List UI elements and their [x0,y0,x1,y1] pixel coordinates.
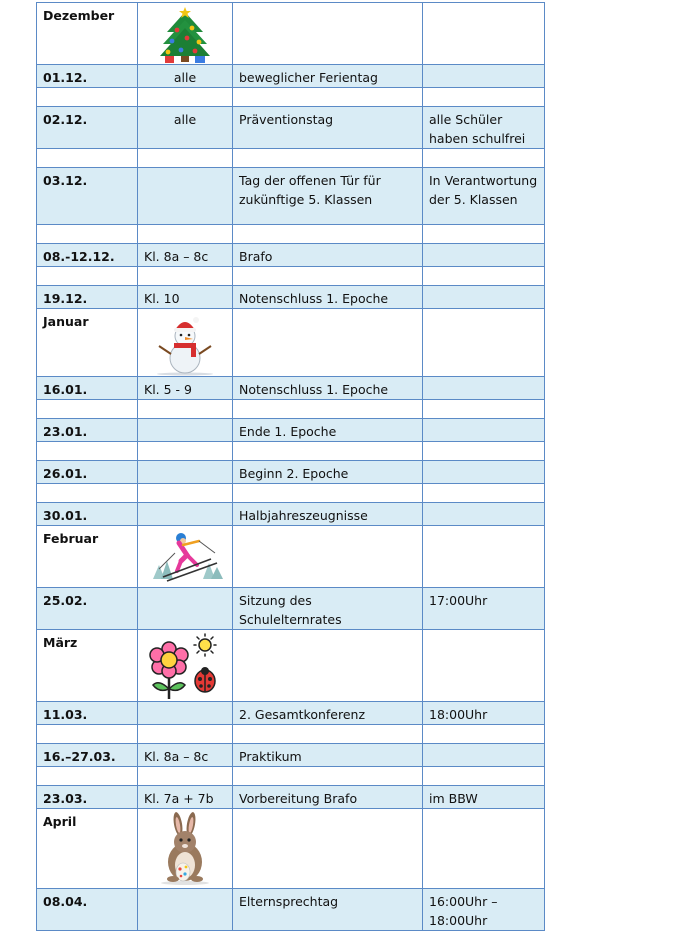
event-note: im BBW [423,786,545,809]
event-date: 30.01. [37,503,138,526]
table-row [37,889,545,931]
table-row [37,702,545,725]
event-date: 19.12. [37,286,138,309]
spacer-row [37,767,545,786]
event-note: 16:00Uhr – 18:00Uhr [423,889,545,931]
event-note [423,744,545,767]
snowman-icon [138,309,233,377]
month-row-dezember [37,3,545,65]
event-group [138,461,233,484]
event-date: 01.12. [37,65,138,88]
event-group: Kl. 8a – 8c [138,244,233,267]
event-note [423,461,545,484]
month-label: Februar [37,526,138,588]
event-group [138,168,233,225]
table-row [37,503,545,526]
month-label: Januar [37,309,138,377]
event-group: Kl. 5 - 9 [138,377,233,400]
table-row [37,65,545,88]
event-date: 25.02. [37,588,138,630]
event-note [423,503,545,526]
month-row-januar [37,309,545,377]
event-note [423,419,545,442]
spacer-row [37,442,545,461]
school-calendar-table [36,2,545,931]
event-description: Ende 1. Epoche [233,419,423,442]
event-date: 08.-12.12. [37,244,138,267]
event-group [138,702,233,725]
event-description: Notenschluss 1. Epoche [233,286,423,309]
event-note [423,65,545,88]
event-group: alle [138,65,233,88]
table-row [37,588,545,630]
event-description: Notenschluss 1. Epoche [233,377,423,400]
spacer-row [37,267,545,286]
flower-sun-ladybug-icon [138,630,233,702]
table-row [37,419,545,442]
event-group [138,419,233,442]
event-note: alle Schüler haben schulfrei [423,107,545,149]
event-note [423,244,545,267]
event-date: 02.12. [37,107,138,149]
event-date: 11.03. [37,702,138,725]
table-row [37,244,545,267]
event-group [138,588,233,630]
event-group: Kl. 10 [138,286,233,309]
table-row [37,377,545,400]
event-description: Beginn 2. Epoche [233,461,423,484]
spacer-row [37,725,545,744]
event-date: 23.01. [37,419,138,442]
event-group [138,889,233,931]
event-note: In Verantwortung der 5. Klassen [423,168,545,225]
table-row [37,168,545,225]
event-description: Sitzung des Schulelternrates [233,588,423,630]
event-date: 03.12. [37,168,138,225]
spacer-row [37,400,545,419]
spacer-row [37,149,545,168]
table-row [37,461,545,484]
event-description: Präventionstag [233,107,423,149]
event-note [423,377,545,400]
event-group [138,503,233,526]
event-date: 26.01. [37,461,138,484]
event-description: Vorbereitung Brafo [233,786,423,809]
table-row [37,286,545,309]
event-description: Brafo [233,244,423,267]
event-note: 18:00Uhr [423,702,545,725]
event-date: 23.03. [37,786,138,809]
month-label: April [37,809,138,889]
month-row-april [37,809,545,889]
christmas-tree-icon [138,3,233,65]
month-label: Dezember [37,3,138,65]
event-note: 17:00Uhr [423,588,545,630]
skier-icon [138,526,233,588]
event-note [423,286,545,309]
event-description: 2. Gesamtkonferenz [233,702,423,725]
event-group: Kl. 7a + 7b [138,786,233,809]
table-row [37,786,545,809]
event-date: 08.04. [37,889,138,931]
event-group: Kl. 8a – 8c [138,744,233,767]
event-description: Tag der offenen Tür für zukünftige 5. Klassen [233,168,423,225]
event-description: Praktikum [233,744,423,767]
spacer-row [37,484,545,503]
event-date: 16.01. [37,377,138,400]
month-row-februar [37,526,545,588]
spacer-row [37,88,545,107]
event-date: 16.–27.03. [37,744,138,767]
month-row-maerz [37,630,545,702]
easter-bunny-icon [138,809,233,889]
event-group: alle [138,107,233,149]
event-description: Halbjahreszeugnisse [233,503,423,526]
table-row [37,744,545,767]
spacer-row [37,225,545,244]
table-row [37,107,545,149]
month-label: März [37,630,138,702]
event-description: Elternsprechtag [233,889,423,931]
event-description: beweglicher Ferientag [233,65,423,88]
